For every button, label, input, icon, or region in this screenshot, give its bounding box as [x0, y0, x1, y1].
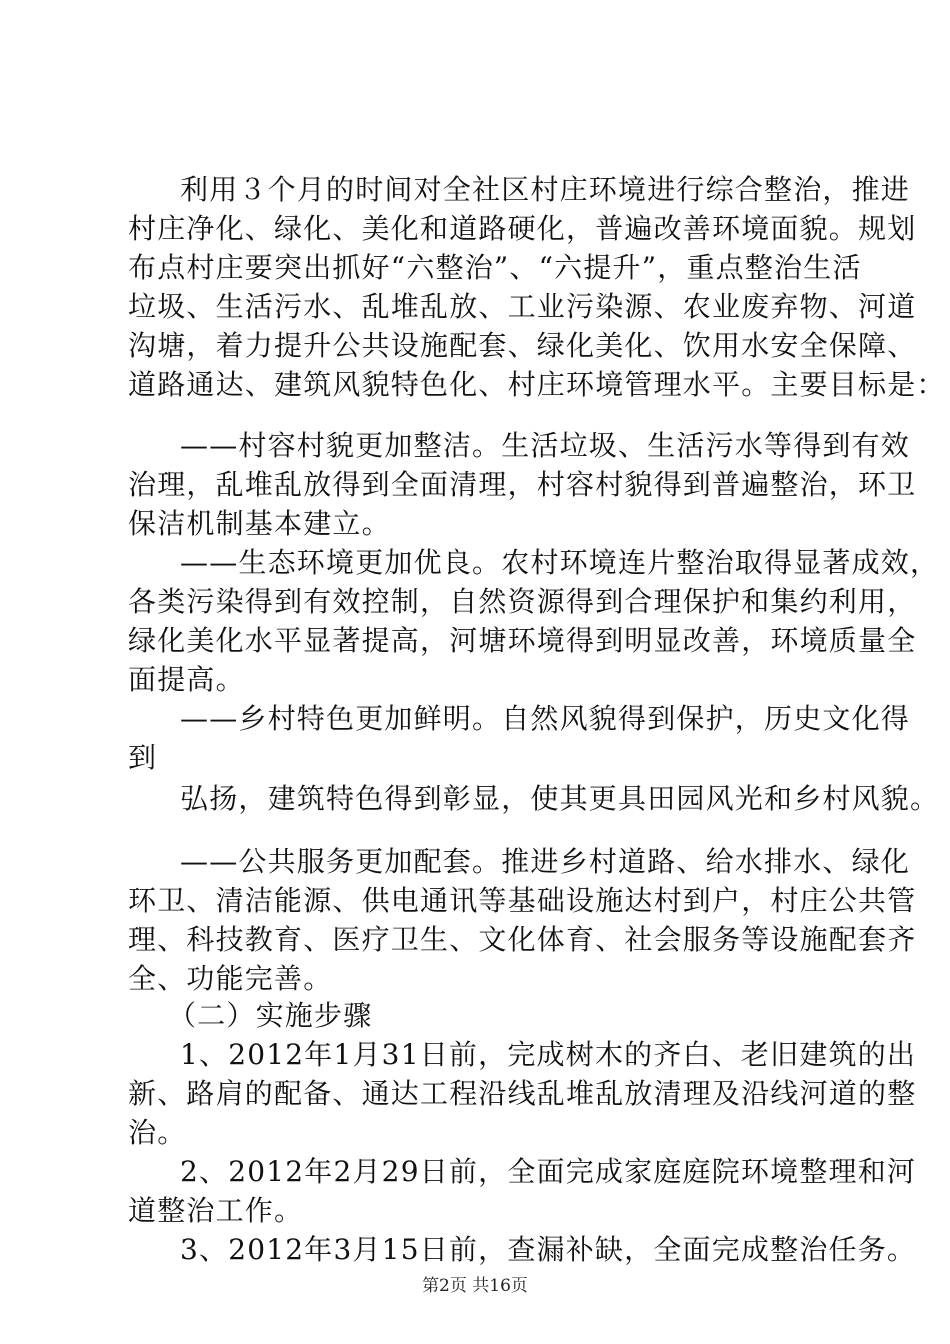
- paragraph-6-line-2: 环卫、清洁能源、供电通讯等基础设施达村到户，村庄公共管: [128, 884, 917, 917]
- step-2-line-1: 2、2012年2月29日前，全面完成家庭庭院环境整理和河: [180, 1155, 917, 1188]
- paragraph-3-line-2: 各类污染得到有效控制，自然资源得到合理保护和集约利用，: [128, 585, 917, 618]
- page-footer: 第2页 共16页: [422, 1276, 528, 1296]
- paragraph-1-line-3: 布点村庄要突出抓好“六整治”、“六提升”，重点整治生活: [128, 251, 862, 284]
- paragraph-1-line-6: 道路通达、建筑风貌特色化、村庄环境管理水平。主要目标是：: [128, 368, 946, 401]
- paragraph-4-line-2: 到: [128, 741, 158, 774]
- step-1-line-2: 新、路肩的配备、通达工程沿线乱堆乱放清理及沿线河道的整: [128, 1077, 917, 1110]
- paragraph-6-line-3: 理、科技教育、医疗卫生、文化体育、社会服务等设施配套齐: [128, 923, 917, 956]
- paragraph-1-line-1: 利用３个月的时间对全社区村庄环境进行综合整治，推进: [180, 173, 911, 206]
- step-1-line-3: 治。: [128, 1116, 187, 1149]
- paragraph-2-line-1: ——村容村貌更加整洁。生活垃圾、生活污水等得到有效: [180, 429, 911, 462]
- paragraph-3-line-1: ——生态环境更加优良。农村环境连片整治取得显著成效，: [180, 546, 940, 579]
- step-1-line-1: 1、2012年1月31日前，完成树木的齐白、老旧建筑的出: [180, 1038, 917, 1071]
- paragraph-1-line-5: 沟塘，着力提升公共设施配套、绿化美化、饮用水安全保障、: [128, 329, 917, 362]
- paragraph-5-line-1: 弘扬，建筑特色得到彰显，使其更具田园风光和乡村风貌。: [180, 782, 940, 815]
- paragraph-1-line-2: 村庄净化、绿化、美化和道路硬化，普遍改善环境面貌。规划: [128, 212, 917, 245]
- paragraph-2-line-2: 治理，乱堆乱放得到全面清理，村容村貌得到普遍整治，环卫: [128, 468, 917, 501]
- paragraph-1-line-4: 垃圾、生活污水、乱堆乱放、工业污染源、农业废弃物、河道: [128, 290, 917, 323]
- paragraph-2-line-3: 保洁机制基本建立。: [128, 507, 391, 540]
- section-heading-steps: （二）实施步骤: [168, 999, 373, 1032]
- paragraph-6-line-4: 全、功能完善。: [128, 962, 333, 995]
- step-3-line-1: 3、2012年3月15日前，查漏补缺，全面完成整治任务。: [180, 1233, 917, 1266]
- step-2-line-2: 道整治工作。: [128, 1194, 304, 1227]
- paragraph-3-line-3: 绿化美化水平显著提高，河塘环境得到明显改善，环境质量全: [128, 624, 917, 657]
- paragraph-3-line-4: 面提高。: [128, 663, 245, 696]
- paragraph-6-line-1: ——公共服务更加配套。推进乡村道路、给水排水、绿化: [180, 845, 911, 878]
- paragraph-4-line-1: ——乡村特色更加鲜明。自然风貌得到保护，历史文化得: [180, 702, 911, 735]
